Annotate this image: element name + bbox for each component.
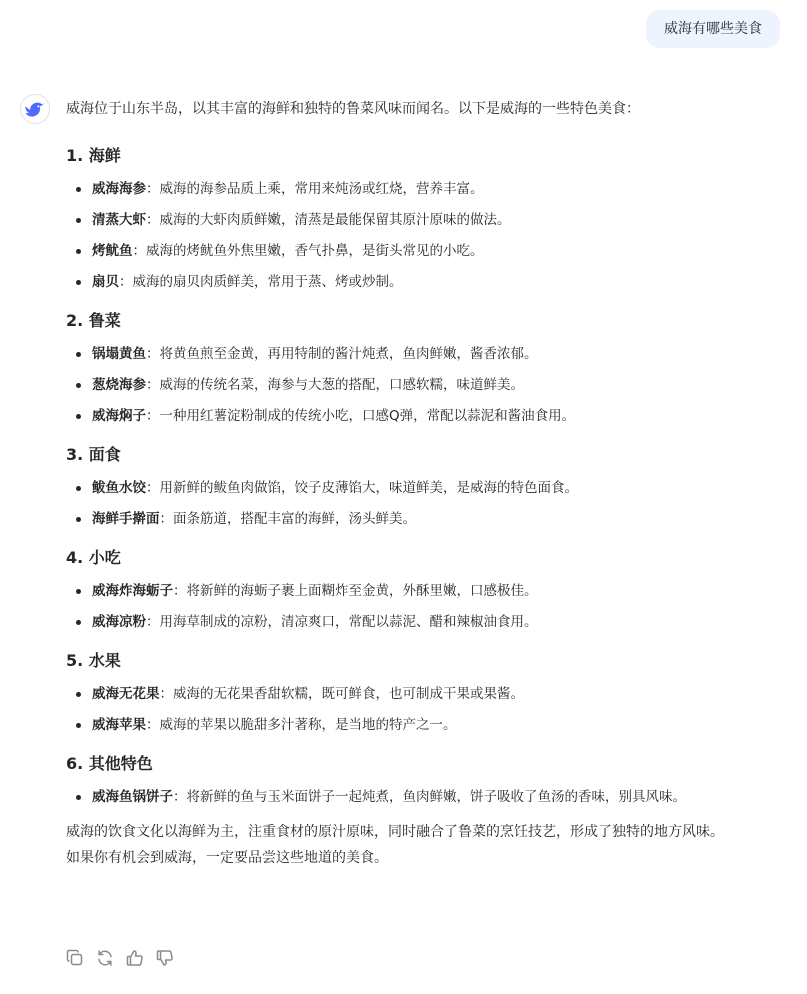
regenerate-icon[interactable]: [96, 949, 114, 967]
section-list: [66, 581, 796, 632]
section-list: [66, 684, 796, 735]
intro-text: 威海位于山东半岛，以其丰富的海鲜和独特的鲁菜风味而闻名。以下是威海的一些特色美食：: [66, 101, 640, 117]
list-item: 威海鱼锅饼子：将新鲜的鱼与玉米面饼子一起炖煮，鱼肉鲜嫩，饼子吸收了鱼汤的香味，别具风味。: [66, 787, 796, 807]
section-list: [66, 787, 796, 807]
section-snacks: [66, 546, 796, 632]
section-other: [66, 752, 796, 807]
thumbs-down-icon[interactable]: [156, 949, 174, 967]
section-noodles: [66, 443, 796, 529]
message-actions: [66, 949, 174, 967]
list-item: 葱烧海参：威海的传统名菜，海参与大葱的搭配，口感软糯，味道鲜美。: [66, 375, 796, 395]
list-item: 威海凉粉：用海草制成的凉粉，清凉爽口，常配以蒜泥、醋和辣椒油食用。: [66, 612, 796, 632]
list-item: 威海无花果：威海的无花果香甜软糯，既可鲜食，也可制成干果或果酱。: [66, 684, 796, 704]
section-lu-cuisine: [66, 309, 796, 426]
section-title: 6. 其他特色: [66, 754, 153, 773]
section-list: [66, 179, 796, 292]
list-item: 鲅鱼水饺：用新鲜的鲅鱼肉做馅，饺子皮薄馅大，味道鲜美，是威海的特色面食。: [66, 478, 796, 498]
section-list: [66, 344, 796, 426]
section-title: 2. 鲁菜: [66, 311, 121, 330]
whale-logo-icon: [24, 100, 46, 118]
section-title: 1. 海鲜: [66, 146, 121, 165]
list-item: 清蒸大虾：威海的大虾肉质鲜嫩，清蒸是最能保留其原汁原味的做法。: [66, 210, 796, 230]
assistant-message: [66, 97, 796, 871]
list-item: 威海苹果：威海的苹果以脆甜多汁著称，是当地的特产之一。: [66, 715, 796, 735]
list-item: 锅塌黄鱼：将黄鱼煎至金黄，再用特制的酱汁炖煮，鱼肉鲜嫩，酱香浓郁。: [66, 344, 796, 364]
list-item: 威海焖子：一种用红薯淀粉制成的传统小吃，口感Q弹，常配以蒜泥和酱油食用。: [66, 406, 796, 426]
section-list: [66, 478, 796, 529]
list-item: 威海海参：威海的海参品质上乘，常用来炖汤或红烧，营养丰富。: [66, 179, 796, 199]
list-item: 烤鱿鱼：威海的烤鱿鱼外焦里嫩，香气扑鼻，是街头常见的小吃。: [66, 241, 796, 261]
list-item: 扇贝：威海的扇贝肉质鲜美，常用于蒸、烤或炒制。: [66, 272, 796, 292]
user-message-bubble: [646, 10, 780, 48]
section-title: 4. 小吃: [66, 548, 121, 567]
thumbs-up-icon[interactable]: [126, 949, 144, 967]
assistant-avatar: [20, 94, 50, 124]
section-title: 5. 水果: [66, 651, 121, 670]
section-seafood: [66, 144, 796, 292]
copy-icon[interactable]: [66, 949, 84, 967]
section-fruit: [66, 649, 796, 735]
section-title: 3. 面食: [66, 445, 121, 464]
list-item: 海鲜手擀面：面条筋道，搭配丰富的海鲜，汤头鲜美。: [66, 509, 796, 529]
user-message-text: 威海有哪些美食: [664, 21, 762, 37]
closing-text: 威海的饮食文化以海鲜为主，注重食材的原汁原味，同时融合了鲁菜的烹饪技艺，形成了独特的地方风味。 如果你有机会到威海，一定要品尝这些地道的美食。: [66, 824, 724, 866]
list-item: 威海炸海蛎子：将新鲜的海蛎子裹上面糊炸至金黄，外酥里嫩，口感极佳。: [66, 581, 796, 601]
